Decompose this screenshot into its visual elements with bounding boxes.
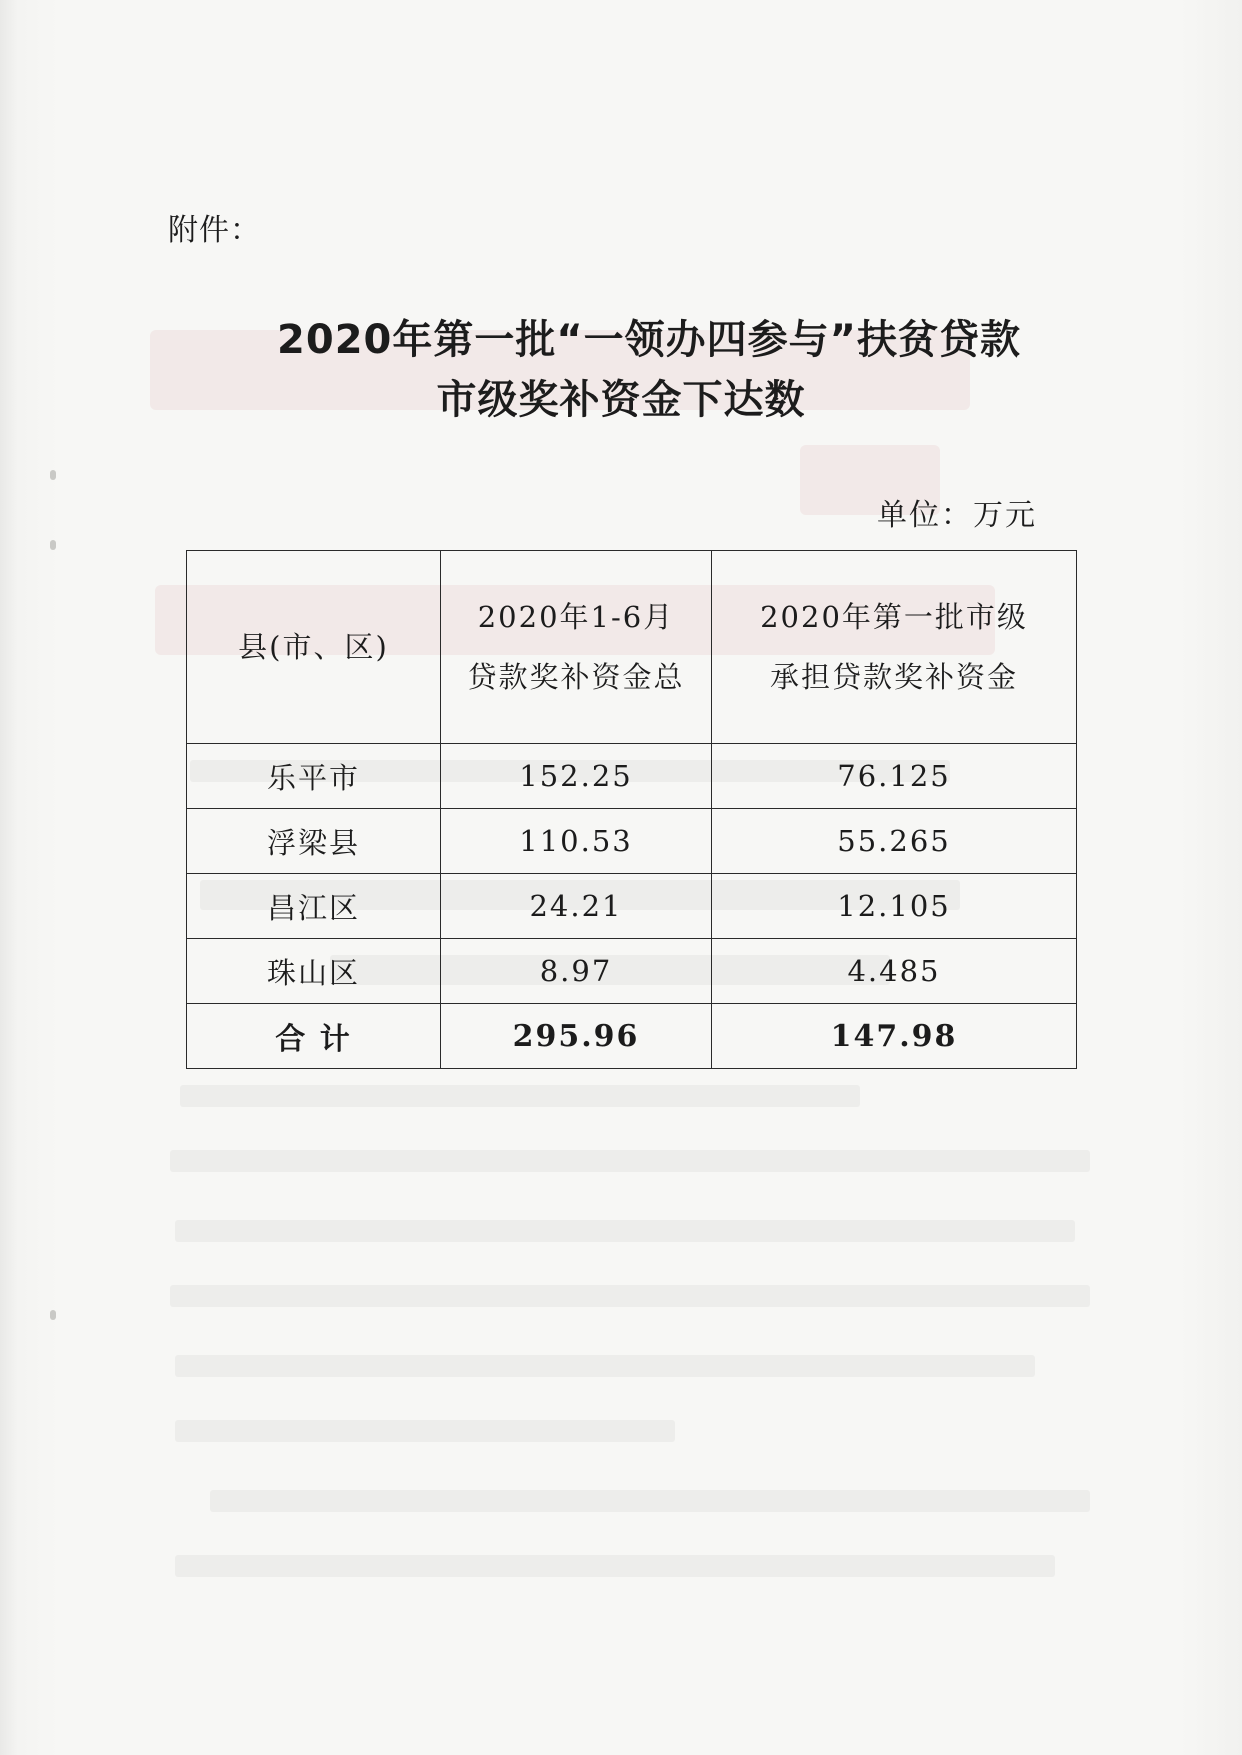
cell-region: 昌江区 (187, 874, 441, 939)
binding-hole-mark (50, 470, 56, 480)
document-title-line-2: 市级奖补资金下达数 (436, 377, 806, 423)
cell-city-share: 55.265 (712, 809, 1077, 874)
table-row (187, 874, 1077, 939)
cell-city-share: 76.125 (712, 744, 1077, 809)
cell-region: 浮梁县 (187, 809, 441, 874)
column-header-total-text: 2020年1-6月贷款奖补资金总 (467, 600, 685, 694)
cell-region: 珠山区 (187, 939, 441, 1004)
cell-city-share: 4.485 (712, 939, 1077, 1004)
column-header-region (187, 551, 441, 744)
cell-region: 乐平市 (187, 744, 441, 809)
cell-total-sum: 295.96 (441, 1004, 712, 1069)
table-row (187, 809, 1077, 874)
table-header-row (187, 551, 1077, 744)
table-row (187, 744, 1077, 809)
column-header-city-share-text: 2020年第一批市级承担贷款奖补资金 (760, 600, 1028, 694)
binding-hole-mark (50, 540, 56, 550)
allocation-table (186, 550, 1077, 1069)
cell-total-label: 合 计 (187, 1004, 441, 1069)
column-header-city-share (712, 551, 1077, 744)
table-total-row (187, 1004, 1077, 1069)
binding-hole-mark (50, 1310, 56, 1320)
cell-total: 24.21 (441, 874, 712, 939)
attachment-label: 附件： (168, 213, 261, 248)
column-header-total (441, 551, 712, 744)
cell-city-share-sum: 147.98 (712, 1004, 1077, 1069)
cell-total: 152.25 (441, 744, 712, 809)
unit-label: 单位：万元 (877, 498, 1037, 533)
cell-total: 110.53 (441, 809, 712, 874)
document-title-line-1: 2020年第一批“一领办四参与”扶贫贷款 (277, 317, 1021, 363)
cell-total: 8.97 (441, 939, 712, 1004)
table-row (187, 939, 1077, 1004)
column-header-region-text: 县(市、区) (238, 630, 389, 664)
cell-city-share: 12.105 (712, 874, 1077, 939)
